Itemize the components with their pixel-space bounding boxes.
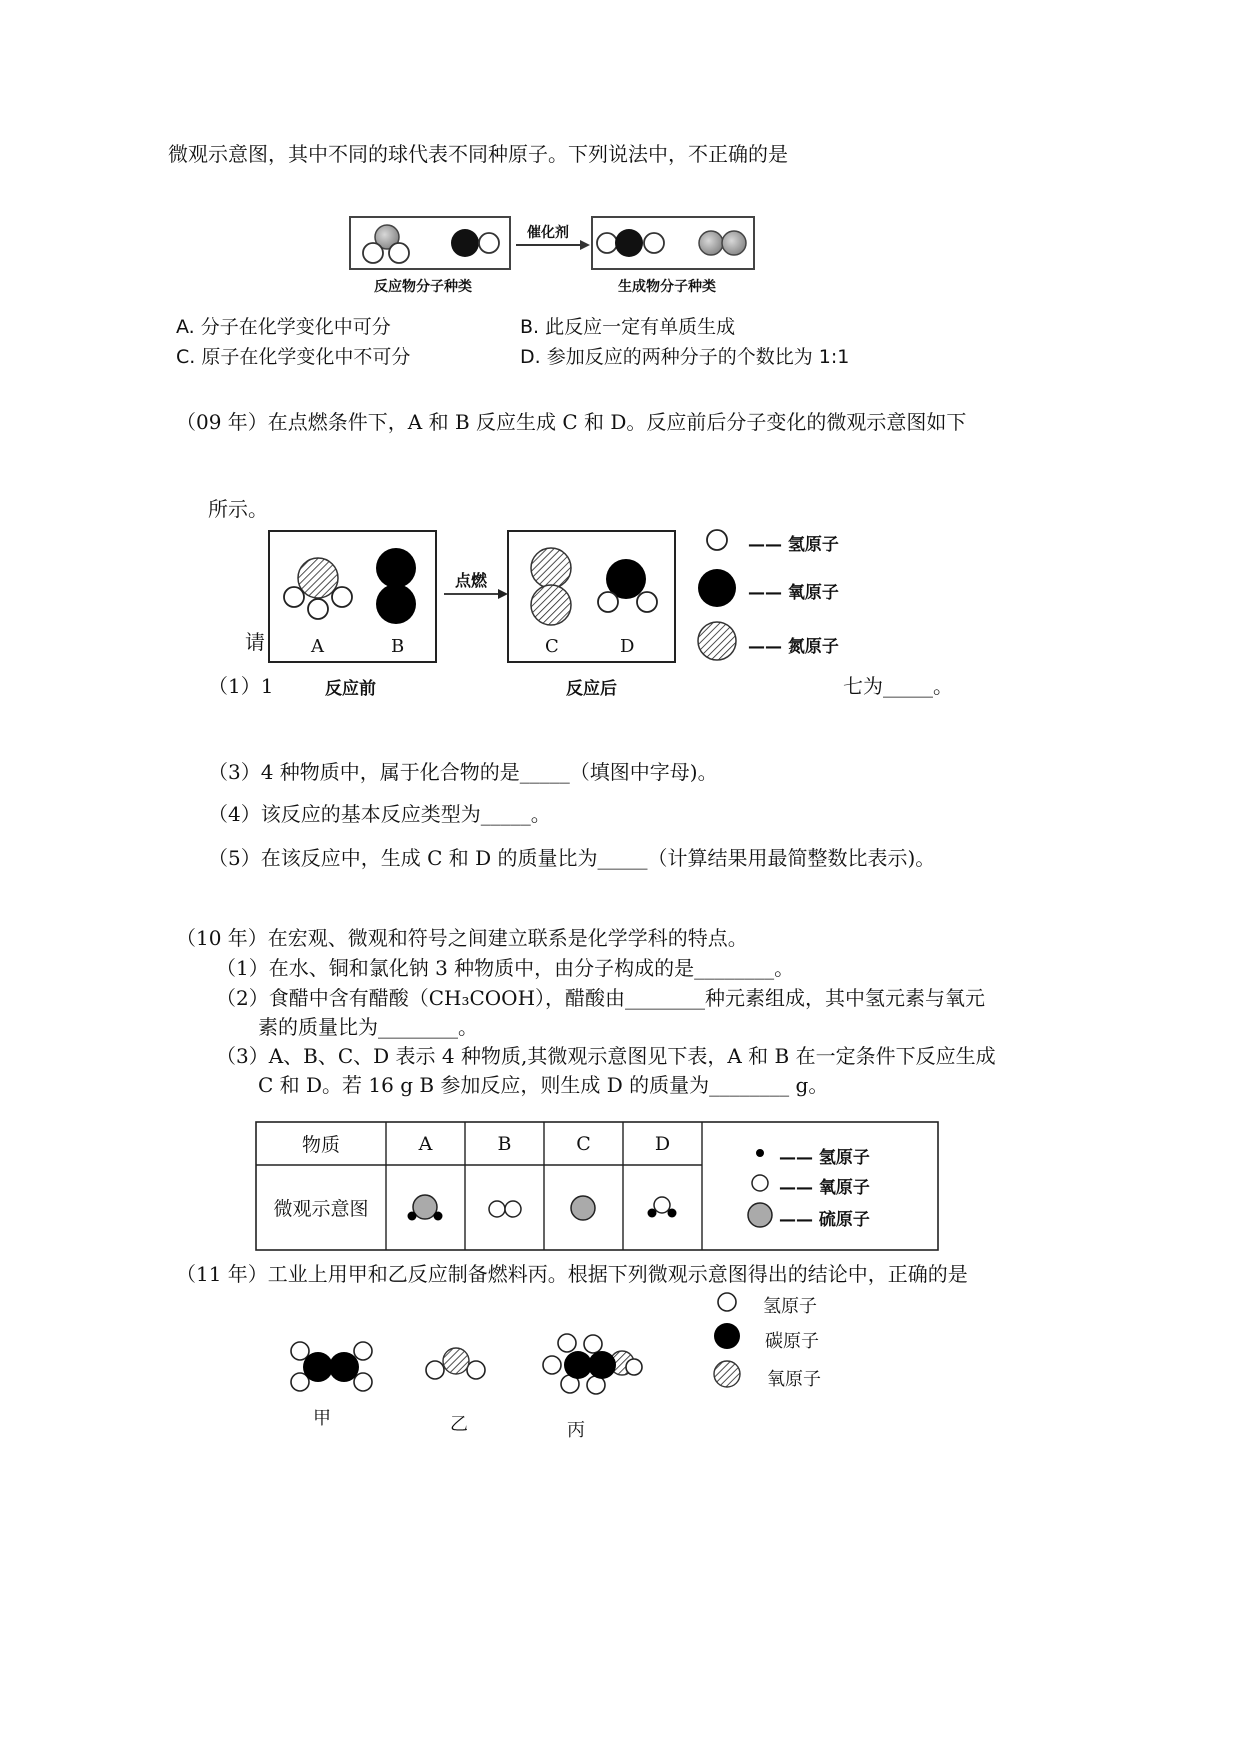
q3-sub3b: C 和 D。若 16 g B 参加反应，则生成 D 的质量为________ g。 — [258, 1073, 829, 1097]
reactant-caption: 反应物分子种类 — [374, 279, 472, 295]
q2-fragment-ratio: 七为_____。 — [843, 674, 953, 698]
q1-option-b: B. 此反应一定有单质生成 — [520, 316, 736, 338]
catalyst-label: 催化剂 — [527, 225, 569, 241]
legend-nitrogen: —— 氮原子 — [748, 637, 839, 657]
q2-stem-cont: 所示。 — [208, 497, 268, 521]
q3-stem: （10 年）在宏观、微观和符号之间建立联系是化学学科的特点。 — [176, 926, 748, 950]
table-legend-oxygen: —— 氧原子 — [779, 1178, 870, 1198]
product-caption: 生成物分子种类 — [618, 279, 716, 295]
legend-oxygen: —— 氧原子 — [748, 583, 839, 603]
q3-sub3a: （3）A、B、C、D 表示 4 种物质,其微观示意图见下表，A 和 B 在一定条件下反应生成 — [216, 1044, 996, 1068]
table-legend-sulfur: —— 硫原子 — [779, 1210, 870, 1230]
legend-hydrogen: —— 氢原子 — [748, 535, 839, 555]
after-caption: 反应后 — [566, 679, 617, 699]
q4-stem: （11 年）工业上用甲和乙反应制备燃料丙。根据下列微观示意图得出的结论中，正确的是 — [176, 1262, 968, 1286]
molecule-yi-label: 乙 — [450, 1414, 468, 1435]
table-header-a: A — [418, 1132, 433, 1155]
q4-legend-hydrogen: 氢原子 — [763, 1296, 817, 1317]
q4-legend-oxygen: 氧原子 — [767, 1369, 821, 1390]
label-d: D — [620, 636, 635, 657]
q1-option-c: C. 原子在化学变化中不可分 — [176, 346, 411, 368]
q2-sub3: （3）4 种物质中，属于化合物的是_____（填图中字母)。 — [208, 760, 718, 784]
label-a: A — [311, 636, 324, 657]
q2-fragment-qing: 请 — [245, 630, 265, 654]
q2-legend-atoms — [695, 520, 755, 670]
q1-intro: 微观示意图，其中不同的球代表不同种原子。下列说法中，不正确的是 — [168, 142, 788, 166]
q4-molecules — [280, 1330, 650, 1400]
table-header-substance: 物质 — [301, 1134, 340, 1156]
q2-sub4: （4）该反应的基本反应类型为_____。 — [208, 802, 551, 826]
table-legend-hydrogen: —— 氢原子 — [779, 1148, 870, 1168]
q4-legend-atoms — [700, 1285, 760, 1405]
table-header-d: D — [654, 1132, 671, 1155]
q3-sub2a: （2）食醋中含有醋酸（CH₃COOH），醋酸由________种元素组成，其中氢元素与氧元 — [216, 986, 986, 1010]
q2-fragment-1: （1）1 — [208, 674, 274, 698]
table-row-label: 微观示意图 — [273, 1197, 369, 1220]
table-header-b: B — [497, 1132, 512, 1155]
label-c: C — [545, 636, 559, 657]
q3-sub1: （1）在水、铜和氯化钠 3 种物质中，由分子构成的是________。 — [216, 956, 795, 980]
table-header-c: C — [576, 1132, 591, 1155]
before-caption: 反应前 — [325, 679, 376, 699]
q2-stem: （09 年）在点燃条件下，A 和 B 反应生成 C 和 D。反应前后分子变化的微观示意图如下 — [176, 410, 967, 434]
q1-option-d: D. 参加反应的两种分子的个数比为 1:1 — [520, 346, 850, 368]
q4-legend-carbon: 碳原子 — [765, 1331, 819, 1352]
q2-sub5: （5）在该反应中，生成 C 和 D 的质量比为_____（计算结果用最简整数比表示)。 — [208, 846, 936, 870]
q3-sub2b: 素的质量比为________。 — [258, 1015, 478, 1039]
molecule-bing-label: 丙 — [567, 1420, 585, 1441]
ignite-label: 点燃 — [455, 571, 488, 590]
molecule-jia-label: 甲 — [313, 1408, 331, 1429]
q1-option-a: A. 分子在化学变化中可分 — [176, 316, 391, 338]
label-b: B — [391, 636, 405, 657]
